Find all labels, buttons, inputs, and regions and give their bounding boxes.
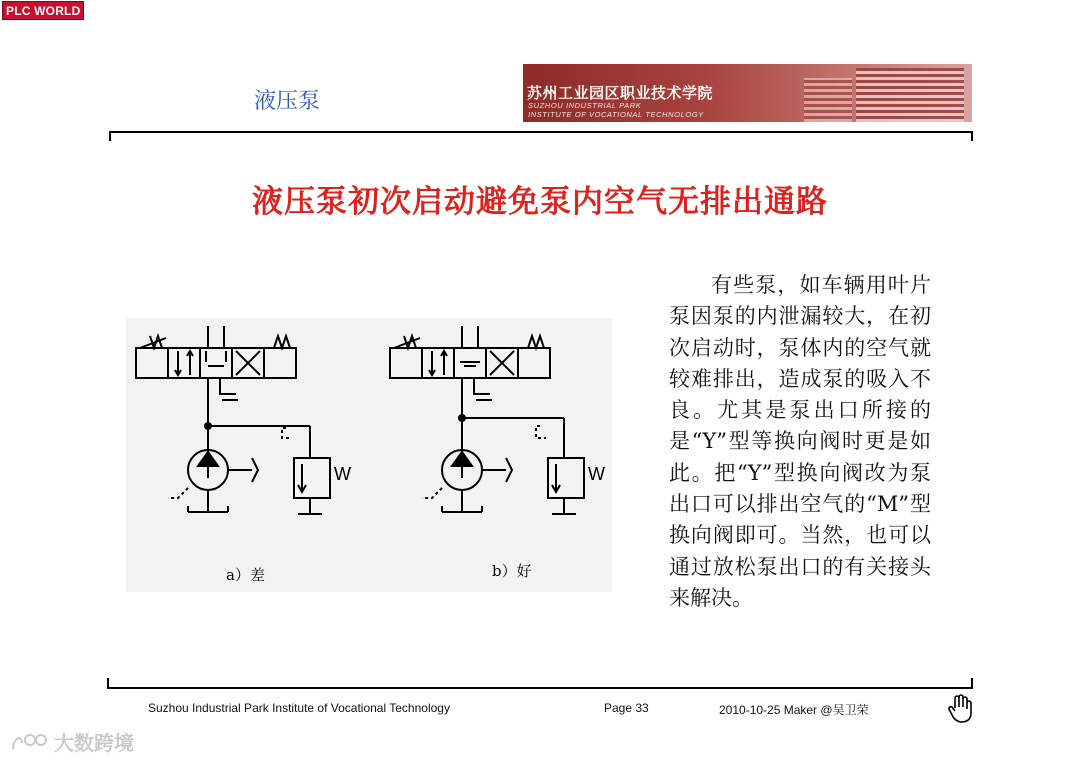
divider-tick	[971, 131, 973, 141]
watermark-text: 大数跨境	[54, 731, 134, 755]
label-a: a）差	[226, 566, 265, 584]
bottom-divider	[107, 687, 973, 689]
spring-label-b: W	[588, 464, 605, 484]
footer-institution: Suzhou Industrial Park Institute of Vocational Technology	[148, 701, 450, 715]
slide-headline: 液压泵初次启动避免泵内空气无排出通路	[252, 184, 828, 220]
explanation-paragraph: 有些泵，如车辆用叶片泵因泵的内泄漏较大，在初次启动时，泵体内的空气就较难排出，造成泵的吸入不良。尤其是泵出口所接的是“Y”型等换向阀时更是如此。把“Y”型换向阀改为泵出口可以排出空气的“M”型换向阀即可。当然，也可以通过放松泵出口的有关接头来解决。	[669, 273, 931, 610]
label-b: b）好	[492, 562, 532, 580]
circuit-a	[136, 326, 351, 584]
circuit-b	[390, 326, 605, 580]
spring-label-a: W	[334, 464, 351, 484]
spring-right	[274, 336, 290, 348]
banner-english-line2: INSTITUTE OF VOCATIONAL TECHNOLOGY	[528, 110, 704, 119]
relief-valve-b	[548, 458, 584, 498]
divider-tick	[107, 678, 109, 688]
explanation-text-block	[669, 270, 931, 614]
top-divider	[109, 131, 973, 133]
banner-english-line1: SUZHOU INDUSTRIAL PARK	[528, 101, 642, 110]
banner-chinese-name: 苏州工业园区职业技术学院	[527, 84, 714, 102]
building-image	[856, 68, 964, 122]
circuit-diagrams	[126, 318, 612, 592]
footer-date-maker: 2010-10-25 Maker @吴卫荣	[719, 703, 869, 717]
divider-tick	[109, 131, 111, 141]
watermark-logo-icon	[10, 731, 50, 753]
spring-right	[528, 336, 544, 348]
section-title: 液压泵	[254, 89, 321, 114]
plc-world-logo	[2, 1, 84, 20]
hand-pointer-icon[interactable]	[947, 694, 973, 728]
building-image	[804, 78, 852, 122]
watermark	[10, 727, 134, 756]
valve-body	[136, 348, 296, 378]
institute-banner	[523, 64, 972, 122]
relief-valve-a	[294, 458, 330, 498]
footer-page-number: Page 33	[604, 701, 649, 715]
logo-text: PLC WORLD	[6, 3, 81, 18]
hydraulic-circuit-figure	[126, 318, 612, 592]
divider-tick	[971, 678, 973, 688]
